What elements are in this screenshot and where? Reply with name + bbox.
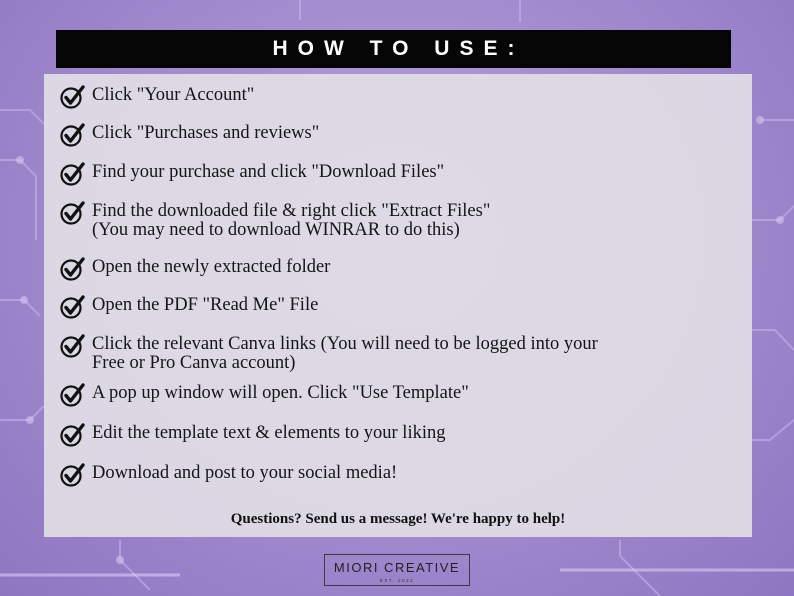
check-circle-icon (60, 84, 86, 110)
check-circle-icon (60, 294, 86, 320)
step-line: A pop up window will open. Click "Use Template" (92, 383, 469, 403)
check-circle-icon (60, 200, 86, 226)
step-line: Find the downloaded file & right click "Extract Files" (92, 201, 491, 221)
check-circle-icon (60, 333, 86, 359)
check-circle-icon (60, 122, 86, 148)
step-line: Click "Purchases and reviews" (92, 123, 320, 143)
step-item (60, 296, 318, 320)
brand-logo (324, 554, 470, 586)
brand-established: EST. 2022 (379, 578, 415, 583)
brand-name: MIORI CREATIVE (333, 560, 461, 575)
step-item (60, 124, 319, 148)
title-banner (56, 30, 731, 68)
step-item (60, 163, 444, 187)
step-line: Edit the template text & elements to your liking (92, 423, 446, 443)
instructions-panel (44, 74, 752, 537)
step-text (92, 202, 490, 240)
check-circle-icon (60, 161, 86, 187)
step-item (60, 86, 254, 110)
step-line: Download and post to your social media! (92, 463, 398, 483)
step-item (60, 424, 445, 448)
step-item (60, 258, 330, 282)
step-item (60, 384, 469, 408)
step-text (92, 86, 254, 105)
step-line: Click "Your Account" (92, 85, 255, 105)
step-line: Open the PDF "Read Me" File (92, 295, 319, 315)
step-text (92, 424, 445, 443)
step-text (92, 296, 318, 315)
step-item (60, 464, 397, 488)
step-text (92, 258, 330, 277)
check-circle-icon (60, 422, 86, 448)
step-text (92, 464, 397, 483)
help-message: Questions? Send us a message! We're happy to help! (230, 511, 566, 527)
step-text (92, 384, 469, 403)
step-text (92, 124, 319, 143)
check-circle-icon (60, 462, 86, 488)
step-line: Open the newly extracted folder (92, 257, 331, 277)
step-text (92, 163, 444, 182)
step-line-continued: Free or Pro Canva account) (92, 353, 296, 373)
check-circle-icon (60, 256, 86, 282)
step-line: Click the relevant Canva links (You will need to be logged into your (92, 334, 598, 354)
step-line: Find your purchase and click "Download Files" (92, 162, 445, 182)
page-title: HOW TO USE: (272, 37, 525, 60)
step-text (92, 335, 598, 373)
step-item (60, 335, 598, 373)
check-circle-icon (60, 382, 86, 408)
step-item (60, 202, 490, 240)
step-line-continued: (You may need to download WINRAR to do this) (92, 220, 460, 240)
